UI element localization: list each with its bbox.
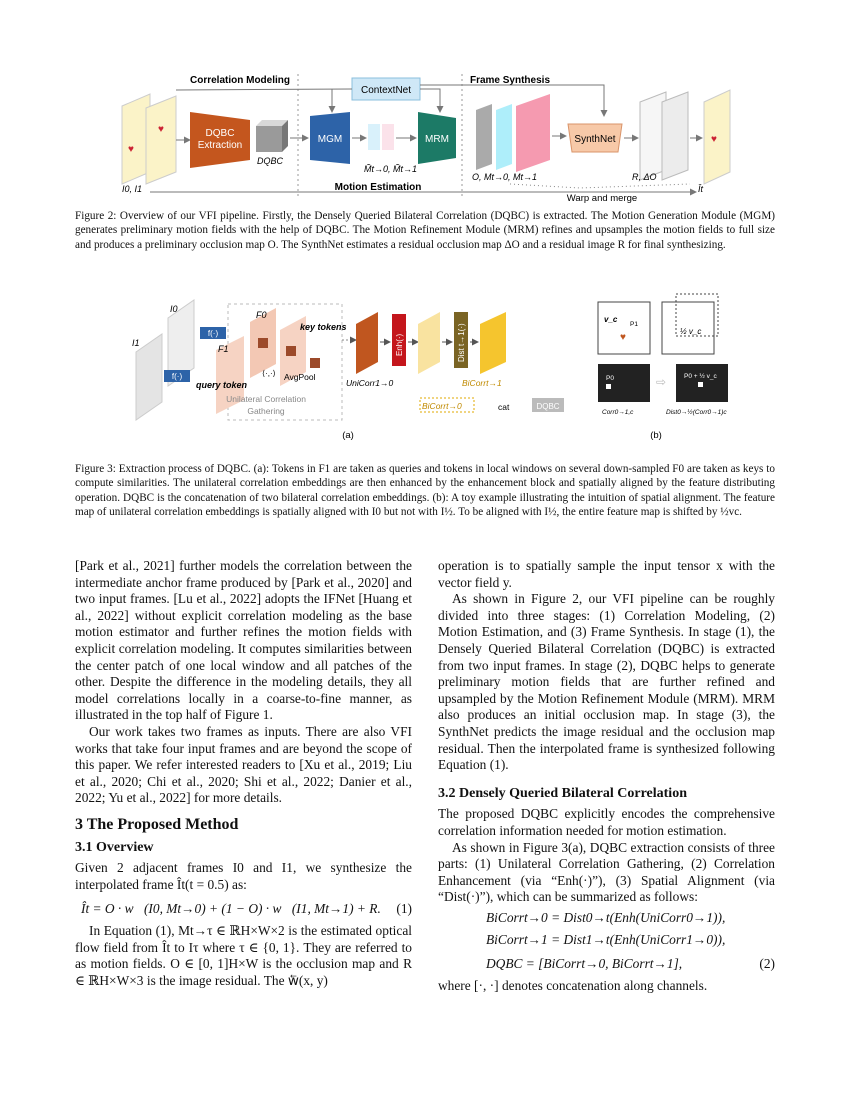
frame-i1 [136,334,162,420]
output-frame [704,90,730,184]
subfig-a-label: (a) [342,430,354,441]
paragraph: operation is to spatially sample the input tensor x with the vector field y. [438,558,775,590]
svg-text:BiCorrt→1: BiCorrt→1 [462,378,502,388]
svg-text:UniCorr1→0: UniCorr1→0 [346,378,394,388]
svg-text:Dist0→½(Corr0→1)c: Dist0→½(Corr0→1)c [666,409,727,416]
paragraph: Given 2 adjacent frames I0 and I1, we synthesize the interpolated frame Ît(t = 0.5) as: [75,860,412,892]
paragraph: [Park et al., 2021] further models the correlation between the intermediate anchor frame produced by [Park et al., 2020] and two input frames. [Lu et al., 2022] adopts the IFNet [Huang et al., 2022] without explicit correlation modeling as the base motion estimator and further refines the motion fields with explicit correlation modeling. It computes similarities between the center patch of one local window and all patches of the other. Despite the difference in the modeling details, they all model correlations locally in a coarse-to-fine manner, as illustrated in the top half of Figure 1. [75,558,412,723]
label-output: Ît [698,184,704,194]
svg-text:Unilateral Correlation: Unilateral Correlation [226,394,306,404]
svg-text:⇨: ⇨ [656,375,667,389]
left-column [75,558,412,990]
paragraph: In Equation (1), Mt→τ ∈ ℝH×W×2 is the estimated optical flow field from Ît to Iτ where τ ∈ {0, 1}. They are referred to as motion fields. O ∈ [0, 1]H×W is the occlusion map and R ∈ ℝH×W×3 is the image residual. The w⃖(x, y) [75,923,412,989]
svg-text:Extraction: Extraction [197,140,243,151]
label-warp-merge: Warp and merge [566,193,638,204]
paragraph: where [·, ·] denotes concatenation along channels. [438,977,708,993]
svg-text:♥: ♥ [711,134,717,145]
label-correlation-modeling: Correlation Modeling [190,75,290,86]
svg-text:P0: P0 [606,375,614,382]
paragraph: The proposed DQBC explicitly encodes the comprehensive correlation information needed for motion estimation. [438,806,775,838]
svg-text:Enh(·): Enh(·) [395,333,404,356]
label-inputs: I0, I1 [122,184,143,194]
svg-text:I0: I0 [170,304,178,314]
svg-text:♥: ♥ [128,144,134,155]
enhanced-feature [418,312,440,374]
figure-2-diagram [110,68,740,204]
svg-text:Dist t→1(·): Dist t→1(·) [457,323,466,362]
figure-3-diagram [120,290,740,450]
label-dqbc: DQBC [256,156,284,166]
svg-text:½ v_c: ½ v_c [680,327,702,336]
svg-text:Corr0→1,c: Corr0→1,c [602,409,634,416]
svg-text:I1: I1 [132,338,140,348]
bicorr-feature [480,312,506,374]
subfig-b-label: (b) [650,430,662,441]
label-r-delta: R, ΔO [632,172,657,182]
svg-text:♥: ♥ [620,332,626,343]
svg-text:f(·): f(·) [171,372,183,381]
toy-example-top [598,294,718,354]
label-m-tilde: M̃t→0, M̃t→1 [364,164,418,174]
svg-text:Gathering: Gathering [247,406,285,416]
svg-text:query token: query token [196,380,248,390]
svg-text:⟨·,·⟩: ⟨·,·⟩ [262,369,276,378]
input-frames [122,94,176,184]
equation-1: Ît = O · w⃖(I0, Mt→0) + (1 − O) · w⃖(I1, Mt→1) + R. (1) [81,901,412,917]
svg-text:cat: cat [498,402,510,412]
svg-text:f(·): f(·) [207,329,219,338]
svg-text:ContextNet: ContextNet [360,85,412,96]
dqbc-feature-cube [256,120,288,152]
svg-text:DQBC: DQBC [536,402,560,411]
svg-text:F1: F1 [218,344,229,354]
svg-text:P0 + ½ v_c: P0 + ½ v_c [684,373,717,380]
svg-text:SynthNet: SynthNet [574,134,616,145]
paragraph: Our work takes two frames as inputs. There are also VFI works that take four input frames and are beyond the scope of this paper. We refer interested readers to [Xu et al., 2019; Liu et al., 2020; Chi et al., 2020; Shi et al., 2022; Danier et al., 2022; Yu et al., 2022] for more details. [75,723,412,806]
paragraph: As shown in Figure 3(a), DQBC extraction consists of three parts: (1) Unilateral Correlation Gathering, (2) Correlation Enhancement (via “Enh(·)”), (3) Spatial Alignment (via “Dist(·)”), which can be summarized as follows: [438,839,775,905]
refined-motion-fields [476,94,550,172]
section-3-2-heading: 3.2 Densely Queried Bilateral Correlation [438,785,687,801]
svg-text:F0: F0 [256,310,267,320]
svg-text:♥: ♥ [158,124,164,135]
svg-text:DQBC: DQBC [205,128,235,139]
svg-text:BiCorrt→0: BiCorrt→0 [422,401,462,411]
svg-text:MRM: MRM [425,134,449,145]
svg-text:P1: P1 [630,321,638,328]
right-column [438,558,775,994]
label-frame-synthesis: Frame Synthesis [469,75,551,86]
section-3-heading: 3 The Proposed Method [75,815,239,833]
figure-3-caption: Figure 3: Extraction process of DQBC. (a): Tokens in F1 are taken as queries and tokens in local windows on several down-sampled F0 are taken as keys to compute similarities. The unilateral correlation embeddings are then enhanced by the enhancement block and spatially aligned by the feature distributing operation. DQBC is the concatenation of two bilateral correlation embeddings. (b): A toy example illustrating the intuition of spatial alignment. The feature map of unilateral correlation embeddings is spatially aligned with I0 but not with I½. To be aligned with I½, the entire feature map is shifted by ½vc. [75,463,775,519]
paragraph: As shown in Figure 2, our VFI pipeline can be roughly divided into three stages: (1) Correlation Modeling, (2) Motion Estimation, and (3) Frame Synthesis. In stage (1), the Densely Queried Bilateral Correlation (DQBC) is extracted from two input frames. In stage (2), DQBC helps to generate preliminary motion fields that are further refined and upsampled by the Motion Refinement Module (MRM). MRM also produces an initial occlusion map. In stage (3), the SynthNet predicts the image residual and the occlusion map residual. Then the interpolated frame is synthesized following Equation (1). [438,591,775,773]
label-motion-estimation: Motion Estimation [334,182,422,193]
equation-2: BiCorrt→0 = Dist0→t(Enh(UniCorr0→1)), BiCorrt→1 = Dist1→t(Enh(UniCorr1→0)), DQBC = [BiCorrt→0, BiCorrt→1], (2) [486,909,775,971]
section-3-1-heading: 3.1 Overview [75,839,154,855]
figure-2-caption: Figure 2: Overview of our VFI pipeline. Firstly, the Densely Queried Bilateral Correlation (DQBC) is extracted. The Motion Generation Module (MGM) generates preliminary motion fields with the help of DQBC. The Motion Refinement Module (MRM) refines and upsamples the motion fields to full size and produces a preliminary occlusion map O. The SynthNet estimates a residual occlusion map ΔO and a residual image R for final synthesizing. [75,210,775,251]
residual-outputs [640,92,688,180]
svg-text:AvgPool: AvgPool [284,372,316,382]
toy-example-bottom [598,364,728,416]
label-o-m: O, Mt→0, Mt→1 [472,172,538,182]
svg-text:MGM: MGM [317,134,343,145]
svg-text:v_c: v_c [604,315,618,324]
unicorr-feature [356,312,378,374]
svg-text:key tokens: key tokens [300,322,347,332]
